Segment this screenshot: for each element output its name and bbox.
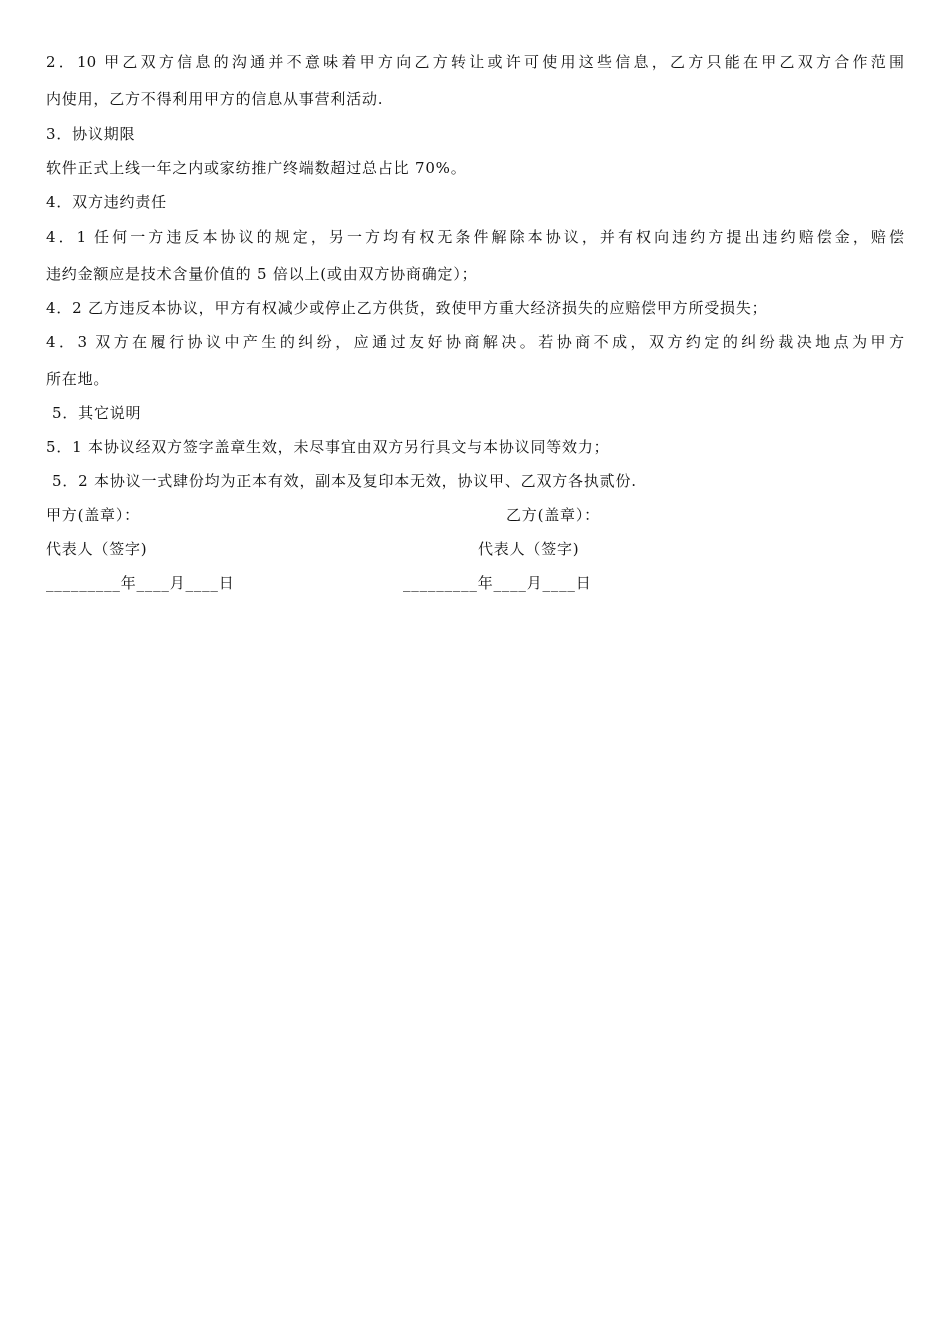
clause-4-2: 4．2 乙方违反本协议，甲方有权减少或停止乙方供货，致使甲方重大经济损失的应赔偿甲方所受损失；: [46, 299, 768, 317]
clause-4-3-line-1: 4．3 双方在履行协议中产生的纠纷，应通过友好协商解决。若协商不成，双方约定的纠纷裁决地点为甲方: [46, 333, 904, 351]
section-3-text: 软件正式上线一年之内或家纺推广终端数超过总占比 70%。: [46, 159, 467, 177]
clause-5-2: 5．2 本协议一式肆份均为正本有效，副本及复印本无效，协议甲、乙双方各执贰份.: [52, 472, 637, 490]
party-b-representative-label: 代表人（签字): [478, 540, 580, 558]
party-b-date-line: _________年____月____日: [403, 574, 592, 592]
section-3-heading: 3．协议期限: [46, 125, 136, 143]
clause-2-10-line-2: 内使用，乙方不得利用甲方的信息从事营利活动.: [46, 90, 384, 108]
clause-2-10-line-1: 2．10 甲乙双方信息的沟通并不意味着甲方向乙方转让或许可使用这些信息，乙方只能在甲乙双方合作范围: [46, 53, 904, 71]
section-4-heading: 4．双方违约责任: [46, 193, 167, 211]
party-a-representative-label: 代表人（签字): [46, 540, 148, 558]
clause-4-1-line-2: 违约金额应是技术含量价值的 5 倍以上(或由双方协商确定）；: [46, 265, 478, 283]
party-a-seal-label: 甲方(盖章）：: [46, 506, 140, 524]
section-5-heading: 5．其它说明: [52, 404, 142, 422]
clause-5-1: 5．1 本协议经双方签字盖章生效，未尽事宜由双方另行具文与本协议同等效力；: [46, 438, 610, 456]
clause-4-3-line-2: 所在地。: [46, 370, 110, 388]
party-b-seal-label: 乙方(盖章）：: [506, 506, 600, 524]
party-a-date-line: _________年____月____日: [46, 574, 235, 592]
clause-4-1-line-1: 4．1 任何一方违反本协议的规定，另一方均有权无条件解除本协议，并有权向违约方提出违约赔偿金，赔偿: [46, 228, 904, 246]
